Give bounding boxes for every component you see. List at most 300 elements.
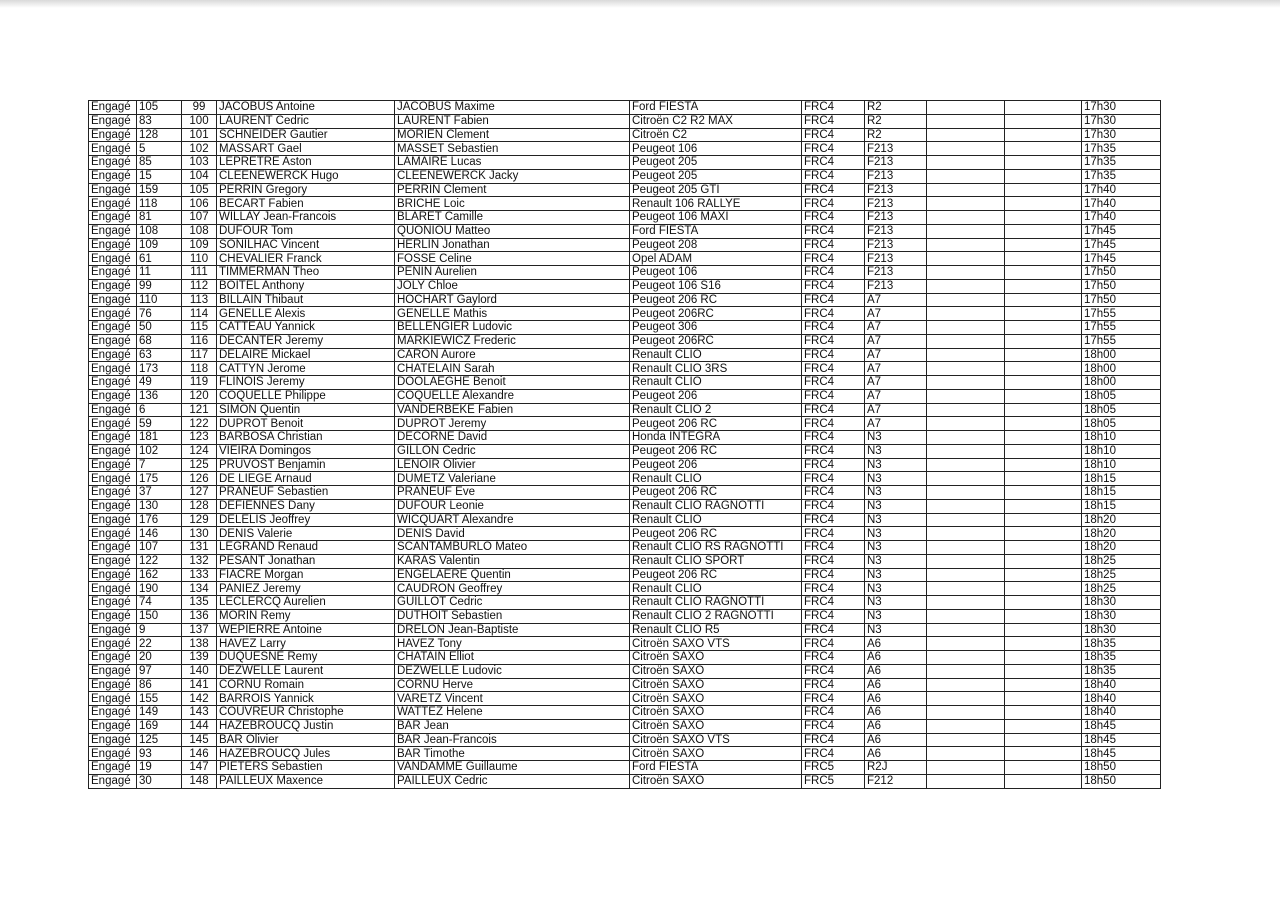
table-row	[89, 183, 1161, 197]
codriver-cell: PRANEUF Eve	[395, 486, 630, 500]
start-number-cell: 110	[182, 252, 217, 266]
table-row	[89, 623, 1161, 637]
start-number-cell: 122	[182, 417, 217, 431]
driver-cell: GENELLE Alexis	[217, 307, 395, 321]
start-number-cell: 146	[182, 747, 217, 761]
scan-edge-shadow	[0, 0, 1280, 8]
blank-cell-2	[1005, 142, 1082, 156]
blank-cell-2	[1005, 747, 1082, 761]
entry-id-cell: 93	[137, 747, 182, 761]
start-time-cell: 17h40	[1082, 211, 1161, 225]
blank-cell-2	[1005, 678, 1082, 692]
class-group-cell: FRC4	[802, 458, 865, 472]
category-cell: A6	[865, 719, 927, 733]
car-cell: Citroën SAXO VTS	[630, 637, 802, 651]
blank-cell-2	[1005, 664, 1082, 678]
category-cell: N3	[865, 431, 927, 445]
status-cell: Engagé	[89, 527, 137, 541]
start-number-cell: 106	[182, 197, 217, 211]
status-cell: Engagé	[89, 417, 137, 431]
start-time-cell: 18h10	[1082, 444, 1161, 458]
car-cell: Peugeot 205	[630, 169, 802, 183]
category-cell: F213	[865, 142, 927, 156]
table-row	[89, 238, 1161, 252]
blank-cell-2	[1005, 348, 1082, 362]
blank-cell-1	[927, 211, 1005, 225]
class-group-cell: FRC4	[802, 664, 865, 678]
start-number-cell: 102	[182, 142, 217, 156]
category-cell: A6	[865, 706, 927, 720]
blank-cell-2	[1005, 169, 1082, 183]
start-number-cell: 115	[182, 321, 217, 335]
driver-cell: PRUVOST Benjamin	[217, 458, 395, 472]
blank-cell-2	[1005, 761, 1082, 775]
start-time-cell: 17h50	[1082, 293, 1161, 307]
start-time-cell: 17h30	[1082, 101, 1161, 115]
start-time-cell: 18h00	[1082, 376, 1161, 390]
status-cell: Engagé	[89, 499, 137, 513]
codriver-cell: WICQUART Alexandre	[395, 513, 630, 527]
category-cell: A6	[865, 692, 927, 706]
start-number-cell: 101	[182, 128, 217, 142]
category-cell: F212	[865, 774, 927, 788]
blank-cell-1	[927, 527, 1005, 541]
start-time-cell: 18h50	[1082, 761, 1161, 775]
codriver-cell: MORIEN Clement	[395, 128, 630, 142]
codriver-cell: CORNU Herve	[395, 678, 630, 692]
entry-id-cell: 50	[137, 321, 182, 335]
status-cell: Engagé	[89, 623, 137, 637]
blank-cell-1	[927, 554, 1005, 568]
blank-cell-2	[1005, 444, 1082, 458]
class-group-cell: FRC4	[802, 609, 865, 623]
car-cell: Renault CLIO	[630, 376, 802, 390]
driver-cell: LAURENT Cedric	[217, 114, 395, 128]
start-number-cell: 120	[182, 389, 217, 403]
car-cell: Citroën SAXO VTS	[630, 733, 802, 747]
codriver-cell: DENIS David	[395, 527, 630, 541]
category-cell: N3	[865, 527, 927, 541]
blank-cell-2	[1005, 609, 1082, 623]
start-time-cell: 17h50	[1082, 279, 1161, 293]
blank-cell-2	[1005, 156, 1082, 170]
table-row	[89, 211, 1161, 225]
blank-cell-1	[927, 348, 1005, 362]
start-time-cell: 18h00	[1082, 348, 1161, 362]
codriver-cell: QUONIOU Matteo	[395, 224, 630, 238]
category-cell: N3	[865, 541, 927, 555]
class-group-cell: FRC4	[802, 334, 865, 348]
driver-cell: MASSART Gael	[217, 142, 395, 156]
codriver-cell: DUFOUR Leonie	[395, 499, 630, 513]
blank-cell-2	[1005, 458, 1082, 472]
blank-cell-1	[927, 609, 1005, 623]
entry-id-cell: 175	[137, 472, 182, 486]
category-cell: A7	[865, 321, 927, 335]
blank-cell-1	[927, 183, 1005, 197]
table-row	[89, 348, 1161, 362]
table-row	[89, 761, 1161, 775]
table-row	[89, 389, 1161, 403]
driver-cell: SONILHAC Vincent	[217, 238, 395, 252]
car-cell: Peugeot 106	[630, 142, 802, 156]
codriver-cell: BRICHE Loic	[395, 197, 630, 211]
codriver-cell: ENGELAERE Quentin	[395, 568, 630, 582]
driver-cell: PAILLEUX Maxence	[217, 774, 395, 788]
start-time-cell: 18h45	[1082, 719, 1161, 733]
start-number-cell: 140	[182, 664, 217, 678]
driver-cell: BARROIS Yannick	[217, 692, 395, 706]
category-cell: R2	[865, 101, 927, 115]
blank-cell-1	[927, 238, 1005, 252]
codriver-cell: HAVEZ Tony	[395, 637, 630, 651]
status-cell: Engagé	[89, 101, 137, 115]
codriver-cell: CHATELAIN Sarah	[395, 362, 630, 376]
status-cell: Engagé	[89, 774, 137, 788]
start-number-cell: 144	[182, 719, 217, 733]
driver-cell: SCHNEIDER Gautier	[217, 128, 395, 142]
entry-id-cell: 155	[137, 692, 182, 706]
class-group-cell: FRC4	[802, 486, 865, 500]
class-group-cell: FRC4	[802, 376, 865, 390]
status-cell: Engagé	[89, 444, 137, 458]
driver-cell: PRANEUF Sebastien	[217, 486, 395, 500]
start-number-cell: 124	[182, 444, 217, 458]
entry-id-cell: 99	[137, 279, 182, 293]
blank-cell-1	[927, 114, 1005, 128]
status-cell: Engagé	[89, 568, 137, 582]
start-number-cell: 108	[182, 224, 217, 238]
status-cell: Engagé	[89, 128, 137, 142]
category-cell: N3	[865, 513, 927, 527]
category-cell: N3	[865, 486, 927, 500]
status-cell: Engagé	[89, 169, 137, 183]
start-time-cell: 18h15	[1082, 486, 1161, 500]
class-group-cell: FRC4	[802, 389, 865, 403]
blank-cell-2	[1005, 362, 1082, 376]
entry-id-cell: 86	[137, 678, 182, 692]
class-group-cell: FRC4	[802, 156, 865, 170]
blank-cell-2	[1005, 499, 1082, 513]
blank-cell-2	[1005, 389, 1082, 403]
table-row	[89, 266, 1161, 280]
codriver-cell: DRELON Jean-Baptiste	[395, 623, 630, 637]
class-group-cell: FRC4	[802, 293, 865, 307]
entry-id-cell: 7	[137, 458, 182, 472]
blank-cell-2	[1005, 334, 1082, 348]
class-group-cell: FRC4	[802, 678, 865, 692]
entry-id-cell: 97	[137, 664, 182, 678]
category-cell: N3	[865, 499, 927, 513]
driver-cell: BILLAIN Thibaut	[217, 293, 395, 307]
codriver-cell: BLARET Camille	[395, 211, 630, 225]
category-cell: N3	[865, 444, 927, 458]
class-group-cell: FRC4	[802, 348, 865, 362]
blank-cell-2	[1005, 252, 1082, 266]
start-time-cell: 17h45	[1082, 238, 1161, 252]
entry-id-cell: 59	[137, 417, 182, 431]
start-time-cell: 17h35	[1082, 142, 1161, 156]
start-time-cell: 17h40	[1082, 183, 1161, 197]
entry-id-cell: 181	[137, 431, 182, 445]
codriver-cell: KARAS Valentin	[395, 554, 630, 568]
blank-cell-1	[927, 747, 1005, 761]
start-time-cell: 18h25	[1082, 554, 1161, 568]
codriver-cell: LAMAIRE Lucas	[395, 156, 630, 170]
start-time-cell: 18h10	[1082, 458, 1161, 472]
car-cell: Ford FIESTA	[630, 101, 802, 115]
class-group-cell: FRC4	[802, 623, 865, 637]
driver-cell: CORNU Romain	[217, 678, 395, 692]
driver-cell: COQUELLE Philippe	[217, 389, 395, 403]
driver-cell: CATTEAU Yannick	[217, 321, 395, 335]
start-time-cell: 18h20	[1082, 513, 1161, 527]
class-group-cell: FRC4	[802, 321, 865, 335]
codriver-cell: BELLENGIER Ludovic	[395, 321, 630, 335]
codriver-cell: CAUDRON Geoffrey	[395, 582, 630, 596]
entry-id-cell: 176	[137, 513, 182, 527]
blank-cell-1	[927, 774, 1005, 788]
category-cell: F213	[865, 252, 927, 266]
driver-cell: LECLERCQ Aurelien	[217, 596, 395, 610]
codriver-cell: COQUELLE Alexandre	[395, 389, 630, 403]
driver-cell: PESANT Jonathan	[217, 554, 395, 568]
blank-cell-1	[927, 761, 1005, 775]
category-cell: A7	[865, 362, 927, 376]
start-number-cell: 123	[182, 431, 217, 445]
entry-id-cell: 74	[137, 596, 182, 610]
codriver-cell: HOCHART Gaylord	[395, 293, 630, 307]
car-cell: Peugeot 206 RC	[630, 444, 802, 458]
blank-cell-2	[1005, 101, 1082, 115]
table-row	[89, 609, 1161, 623]
start-time-cell: 17h55	[1082, 334, 1161, 348]
category-cell: N3	[865, 623, 927, 637]
start-time-cell: 18h35	[1082, 664, 1161, 678]
entry-id-cell: 5	[137, 142, 182, 156]
table-row	[89, 224, 1161, 238]
status-cell: Engagé	[89, 541, 137, 555]
table-row	[89, 596, 1161, 610]
start-time-cell: 18h40	[1082, 706, 1161, 720]
class-group-cell: FRC4	[802, 431, 865, 445]
car-cell: Peugeot 206	[630, 458, 802, 472]
codriver-cell: WATTEZ Helene	[395, 706, 630, 720]
category-cell: A6	[865, 651, 927, 665]
start-number-cell: 145	[182, 733, 217, 747]
category-cell: A7	[865, 376, 927, 390]
driver-cell: DECANTER Jeremy	[217, 334, 395, 348]
entry-id-cell: 110	[137, 293, 182, 307]
class-group-cell: FRC4	[802, 596, 865, 610]
status-cell: Engagé	[89, 334, 137, 348]
status-cell: Engagé	[89, 761, 137, 775]
car-cell: Renault CLIO RS RAGNOTTI	[630, 541, 802, 555]
blank-cell-1	[927, 307, 1005, 321]
blank-cell-1	[927, 513, 1005, 527]
class-group-cell: FRC4	[802, 444, 865, 458]
blank-cell-1	[927, 279, 1005, 293]
start-number-cell: 137	[182, 623, 217, 637]
status-cell: Engagé	[89, 403, 137, 417]
class-group-cell: FRC4	[802, 706, 865, 720]
class-group-cell: FRC4	[802, 499, 865, 513]
status-cell: Engagé	[89, 486, 137, 500]
category-cell: A7	[865, 307, 927, 321]
car-cell: Citroën SAXO	[630, 664, 802, 678]
blank-cell-1	[927, 637, 1005, 651]
codriver-cell: DEZWELLE Ludovic	[395, 664, 630, 678]
class-group-cell: FRC4	[802, 211, 865, 225]
class-group-cell: FRC4	[802, 747, 865, 761]
status-cell: Engagé	[89, 664, 137, 678]
class-group-cell: FRC4	[802, 252, 865, 266]
table-row	[89, 128, 1161, 142]
blank-cell-1	[927, 623, 1005, 637]
start-time-cell: 17h55	[1082, 307, 1161, 321]
codriver-cell: DUTHOIT Sebastien	[395, 609, 630, 623]
entry-id-cell: 122	[137, 554, 182, 568]
entry-id-cell: 85	[137, 156, 182, 170]
class-group-cell: FRC4	[802, 719, 865, 733]
table-row	[89, 637, 1161, 651]
car-cell: Renault CLIO	[630, 582, 802, 596]
table-row	[89, 568, 1161, 582]
car-cell: Peugeot 206 RC	[630, 486, 802, 500]
status-cell: Engagé	[89, 706, 137, 720]
blank-cell-1	[927, 664, 1005, 678]
blank-cell-2	[1005, 582, 1082, 596]
start-time-cell: 17h40	[1082, 197, 1161, 211]
car-cell: Renault CLIO	[630, 472, 802, 486]
driver-cell: DENIS Valerie	[217, 527, 395, 541]
blank-cell-1	[927, 431, 1005, 445]
driver-cell: FIACRE Morgan	[217, 568, 395, 582]
start-number-cell: 100	[182, 114, 217, 128]
entry-id-cell: 108	[137, 224, 182, 238]
blank-cell-2	[1005, 211, 1082, 225]
category-cell: N3	[865, 472, 927, 486]
blank-cell-2	[1005, 403, 1082, 417]
driver-cell: LEGRAND Renaud	[217, 541, 395, 555]
driver-cell: LEPRETRE Aston	[217, 156, 395, 170]
blank-cell-2	[1005, 114, 1082, 128]
blank-cell-1	[927, 128, 1005, 142]
table-row	[89, 554, 1161, 568]
table-row	[89, 431, 1161, 445]
blank-cell-2	[1005, 527, 1082, 541]
category-cell: A6	[865, 747, 927, 761]
driver-cell: PIETERS Sebastien	[217, 761, 395, 775]
car-cell: Renault CLIO RAGNOTTI	[630, 596, 802, 610]
driver-cell: VIEIRA Domingos	[217, 444, 395, 458]
driver-cell: HAZEBROUCQ Justin	[217, 719, 395, 733]
entry-id-cell: 109	[137, 238, 182, 252]
entry-id-cell: 63	[137, 348, 182, 362]
entry-id-cell: 30	[137, 774, 182, 788]
entry-id-cell: 81	[137, 211, 182, 225]
blank-cell-1	[927, 706, 1005, 720]
blank-cell-2	[1005, 774, 1082, 788]
start-time-cell: 18h05	[1082, 403, 1161, 417]
blank-cell-2	[1005, 266, 1082, 280]
start-number-cell: 129	[182, 513, 217, 527]
blank-cell-2	[1005, 183, 1082, 197]
start-number-cell: 116	[182, 334, 217, 348]
table-row	[89, 321, 1161, 335]
driver-cell: MORIN Remy	[217, 609, 395, 623]
category-cell: N3	[865, 609, 927, 623]
class-group-cell: FRC4	[802, 692, 865, 706]
blank-cell-1	[927, 596, 1005, 610]
entry-id-cell: 118	[137, 197, 182, 211]
class-group-cell: FRC4	[802, 279, 865, 293]
entry-id-cell: 125	[137, 733, 182, 747]
start-time-cell: 18h45	[1082, 747, 1161, 761]
start-time-cell: 18h45	[1082, 733, 1161, 747]
table-row	[89, 692, 1161, 706]
category-cell: F213	[865, 224, 927, 238]
car-cell: Peugeot 106 S16	[630, 279, 802, 293]
table-row	[89, 678, 1161, 692]
class-group-cell: FRC5	[802, 774, 865, 788]
category-cell: F213	[865, 169, 927, 183]
start-number-cell: 131	[182, 541, 217, 555]
blank-cell-2	[1005, 513, 1082, 527]
status-cell: Engagé	[89, 678, 137, 692]
start-number-cell: 138	[182, 637, 217, 651]
category-cell: A7	[865, 348, 927, 362]
start-number-cell: 113	[182, 293, 217, 307]
car-cell: Citroën SAXO	[630, 719, 802, 733]
blank-cell-2	[1005, 376, 1082, 390]
status-cell: Engagé	[89, 582, 137, 596]
category-cell: N3	[865, 568, 927, 582]
start-time-cell: 18h25	[1082, 582, 1161, 596]
blank-cell-1	[927, 444, 1005, 458]
codriver-cell: BAR Jean	[395, 719, 630, 733]
driver-cell: DUFOUR Tom	[217, 224, 395, 238]
category-cell: F213	[865, 156, 927, 170]
entry-id-cell: 105	[137, 101, 182, 115]
entry-id-cell: 6	[137, 403, 182, 417]
category-cell: N3	[865, 596, 927, 610]
entry-id-cell: 107	[137, 541, 182, 555]
class-group-cell: FRC4	[802, 733, 865, 747]
entry-id-cell: 150	[137, 609, 182, 623]
class-group-cell: FRC4	[802, 637, 865, 651]
blank-cell-1	[927, 733, 1005, 747]
car-cell: Honda INTEGRA	[630, 431, 802, 445]
codriver-cell: BAR Timothe	[395, 747, 630, 761]
entry-id-cell: 162	[137, 568, 182, 582]
start-time-cell: 18h00	[1082, 362, 1161, 376]
status-cell: Engagé	[89, 183, 137, 197]
car-cell: Citroën C2 R2 MAX	[630, 114, 802, 128]
driver-cell: HAVEZ Larry	[217, 637, 395, 651]
category-cell: A6	[865, 733, 927, 747]
entry-id-cell: 130	[137, 499, 182, 513]
car-cell: Renault CLIO SPORT	[630, 554, 802, 568]
codriver-cell: VANDERBEKE Fabien	[395, 403, 630, 417]
status-cell: Engagé	[89, 156, 137, 170]
class-group-cell: FRC4	[802, 362, 865, 376]
entry-id-cell: 173	[137, 362, 182, 376]
start-number-cell: 142	[182, 692, 217, 706]
codriver-cell: LENOIR Olivier	[395, 458, 630, 472]
blank-cell-2	[1005, 692, 1082, 706]
start-number-cell: 136	[182, 609, 217, 623]
